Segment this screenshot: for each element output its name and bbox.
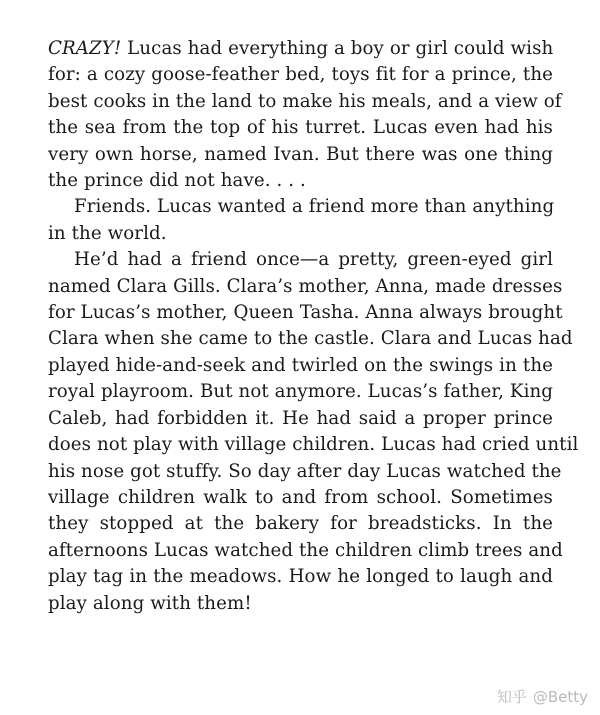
paragraph-line: the sea from the top of his turret. Lucas even had his xyxy=(48,117,553,139)
paragraph-line: played hide-and-seek and twirled on the swings in the xyxy=(48,354,553,376)
paragraph-line: Clara when she came to the castle. Clara and Lucas had xyxy=(48,328,573,350)
book-page xyxy=(48,36,579,617)
paragraph-line: village children walk to and from school. Sometimes xyxy=(48,486,553,508)
paragraph-line: in the world. xyxy=(48,222,167,244)
paragraph-1 xyxy=(48,36,562,194)
paragraph-2 xyxy=(48,194,553,247)
zhihu-logo: 知乎 xyxy=(496,688,527,706)
paragraph-line: the prince did not have. . . . xyxy=(48,170,306,192)
zhihu-watermark xyxy=(497,686,588,707)
watermark-handle: @Betty xyxy=(532,687,588,706)
italic-exclamation: CRAZY! xyxy=(48,38,122,59)
paragraph-line: named Clara Gills. Clara’s mother, Anna, made dresses xyxy=(48,275,563,297)
paragraph-line: they stopped at the bakery for breadsticks. In the xyxy=(48,513,553,535)
paragraph-line xyxy=(48,36,553,62)
paragraph-line: play tag in the meadows. How he longed to laugh and xyxy=(48,566,553,588)
paragraph-line: his nose got stuffy. So day after day Lucas watched the xyxy=(48,460,562,482)
paragraph-line: He’d had a friend once—a pretty, green-eyed girl xyxy=(74,249,553,271)
paragraph-line: for: a cozy goose-feather bed, toys fit for a prince, the xyxy=(48,64,553,86)
paragraph-line: afternoons Lucas watched the children climb trees and xyxy=(48,539,563,561)
paragraph-line: does not play with village children. Lucas had cried until xyxy=(48,434,579,456)
paragraph-line: Friends. Lucas wanted a friend more than anything xyxy=(74,196,555,218)
paragraph-line: for Lucas’s mother, Queen Tasha. Anna always brought xyxy=(48,302,563,324)
paragraph-line: royal playroom. But not anymore. Lucas’s father, King xyxy=(48,381,554,403)
paragraph-3 xyxy=(48,247,579,617)
line-text: Lucas had everything a boy or girl could wish xyxy=(121,38,554,59)
paragraph-line: Caleb, had forbidden it. He had said a proper prince xyxy=(48,407,553,429)
paragraph-line: play along with them! xyxy=(48,592,252,614)
paragraph-line: very own horse, named Ivan. But there was one thing xyxy=(48,143,553,165)
paragraph-line: best cooks in the land to make his meals, and a view of xyxy=(48,90,562,112)
